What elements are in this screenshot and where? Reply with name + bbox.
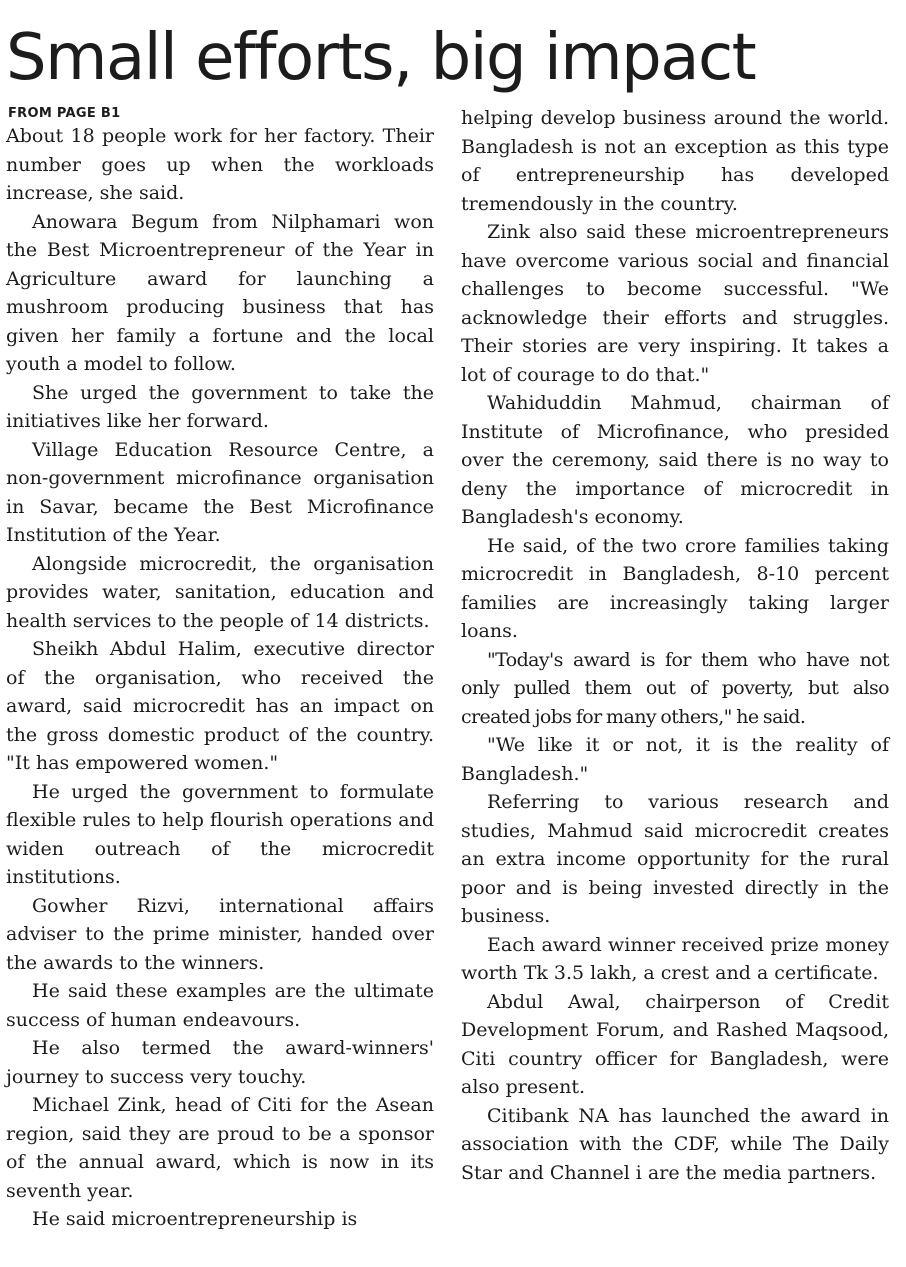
paragraph: He urged the government to formulate flexible rules to help flourish operations and widen outreach of the microcredit institutions. (6, 780, 434, 888)
paragraph: Each award winner received prize money worth Tk 3.5 lakh, a crest and a certificate. (461, 933, 889, 984)
paragraph: Alongside microcredit, the organisation provides water, sanitation, education and health services to the people of 14 districts. (6, 552, 434, 632)
paragraph: Michael Zink, head of Citi for the Asean region, said they are proud to be a sponsor of the annual award, which is now in its seventh year. (6, 1094, 434, 1202)
jump-line: FROM PAGE B1 (8, 106, 121, 121)
paragraph: Anowara Begum from Nilphamari won the Best Microentrepreneur of the Year in Agriculture award for launching a mushroom producing business that has given her family a fortune and the local youth a model to follow. (6, 210, 434, 375)
paragraph: He also termed the award-winners' journey to success very touchy. (6, 1037, 434, 1088)
paragraph: He said, of the two crore families taking microcredit in Bangladesh, 8-10 percent families are increasingly taking larger loans. (461, 534, 889, 642)
paragraph: Gowher Rizvi, international affairs adviser to the prime minister, handed over the awards to the winners. (6, 894, 434, 974)
paragraph: Referring to various research and studies, Mahmud said microcredit creates an extra income opportunity for the rural poor and is being invested directly in the business. (461, 791, 889, 927)
paragraph: She urged the government to take the initiatives like her forward. (6, 381, 434, 432)
paragraph: Zink also said these microentrepreneurs have overcome various social and financial challenges to become successful. "We acknowledge their efforts and struggles. Their stories are very inspiring. It takes a lot of courage to do that." (461, 221, 889, 386)
paragraph: "We like it or not, it is the reality of Bangladesh." (461, 734, 889, 785)
paragraph: He said microentrepreneurship is (32, 1208, 358, 1230)
paragraph: Citibank NA has launched the award in association with the CDF, while The Daily Star and Channel i are the media partners. (461, 1104, 889, 1184)
paragraph: "Today's award is for them who have not only pulled them out of poverty, but also created jobs for many others," he said. (461, 648, 889, 728)
paragraph: Abdul Awal, chairperson of Credit Development Forum, and Rashed Maqsood, Citi country officer for Bangladesh, were also present. (461, 990, 889, 1098)
right-column (461, 104, 889, 1187)
paragraph: About 18 people work for her factory. Their number goes up when the workloads increase, she said. (6, 125, 434, 204)
paragraph: Sheikh Abdul Halim, executive director of the organisation, who received the award, said microcredit has an impact on the gross domestic product of the country. "It has empowered women." (6, 638, 434, 774)
paragraph: He said these examples are the ultimate success of human endeavours. (6, 980, 434, 1031)
paragraph: helping develop business around the world. Bangladesh is not an exception as this type of entrepreneurship has developed tremendously in the country. (461, 107, 889, 215)
left-column (6, 122, 434, 1234)
paragraph: Wahiduddin Mahmud, chairman of Institute of Microfinance, who presided over the ceremony, said there is no way to deny the importance of microcredit in Bangladesh's economy. (461, 392, 889, 528)
paragraph: Village Education Resource Centre, a non-government microfinance organisation in Savar, became the Best Microfinance Institution of the Year. (6, 438, 434, 546)
headline: Small efforts, big impact (6, 21, 756, 95)
